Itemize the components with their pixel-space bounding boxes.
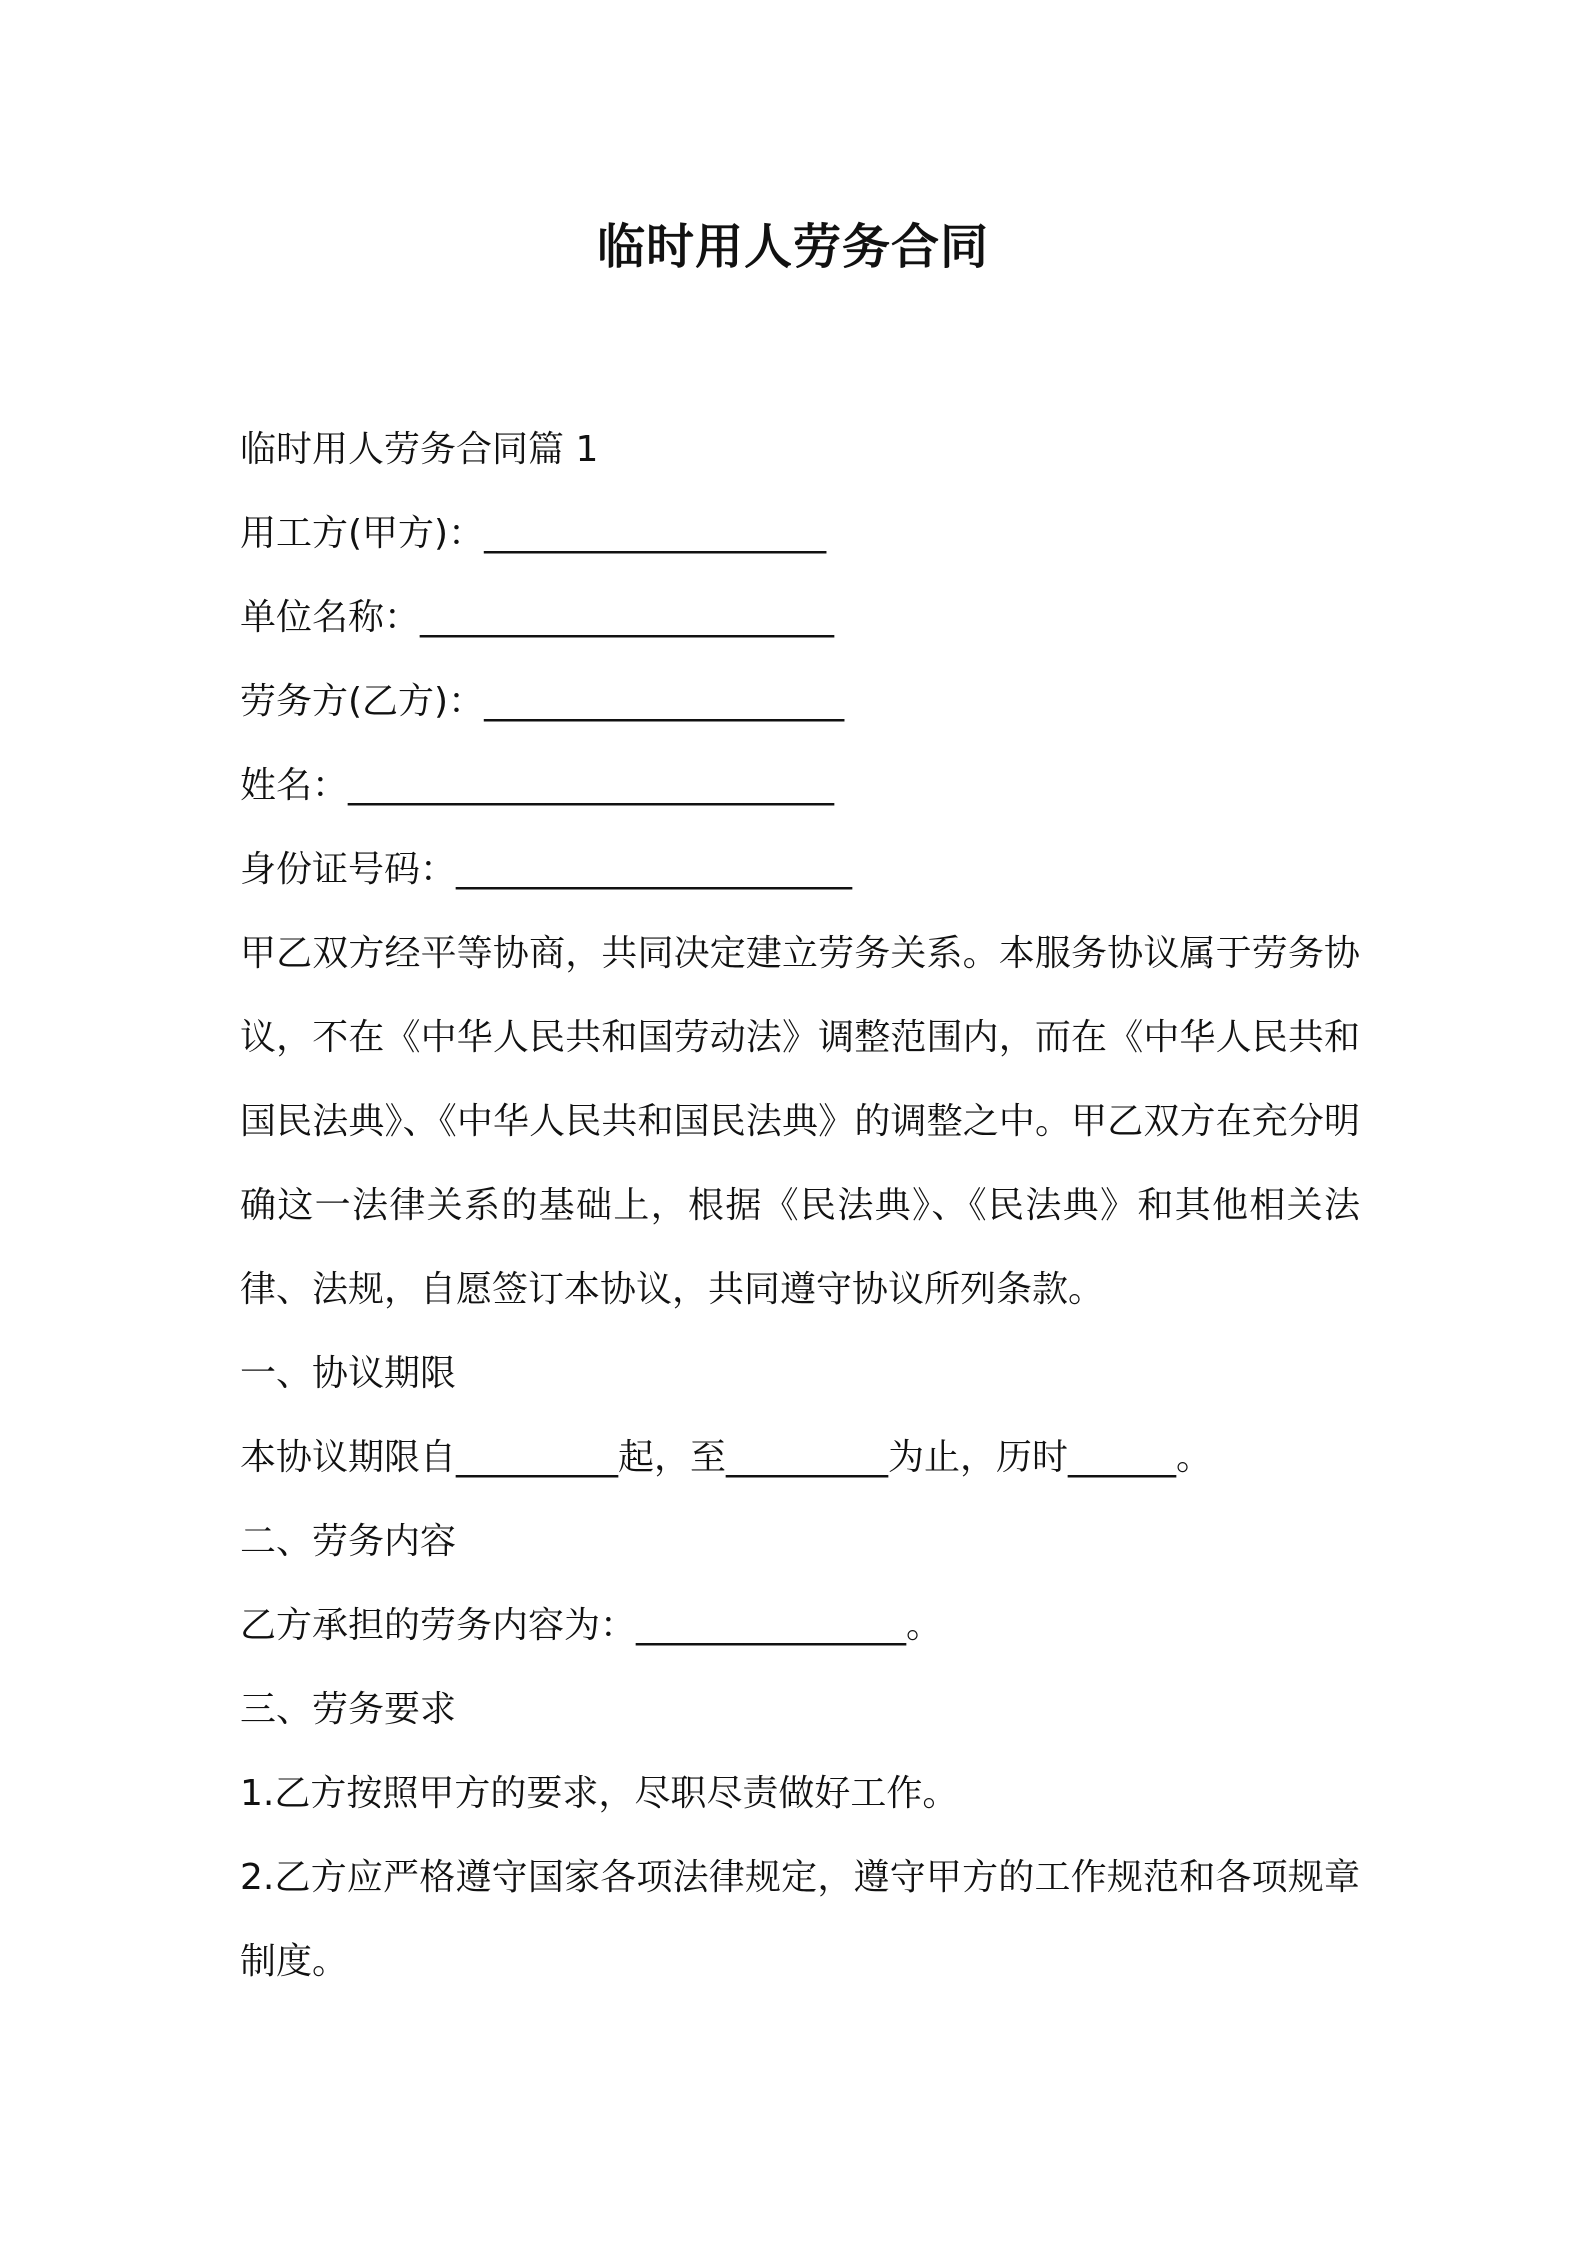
employer-field: 用工方(甲方)：___________________ (240, 513, 827, 554)
requirement-item: 1.乙方按照甲方的要求，尽职尽责做好工作。 (240, 1773, 959, 1814)
name-field: 姓名：___________________________ (240, 765, 835, 806)
intro-paragraph: 甲乙双方经平等协商，共同决定建立劳务关系。本服务协议属于劳务协议，不在《中华人民共和国劳动法》调整范围内，而在《中华人民共和国民法典》、《中华人民共和国民法典》的调整之中。甲乙双方在充分明确这一法律关系的基础上，根据《民法典》、《民法典》和其他相关法律、法规，自愿签订本协议，共同遵守协议所列条款。 (240, 933, 1360, 1310)
document-title: 临时用人劳务合同 (596, 219, 989, 275)
section-heading-requirements: 三、劳务要求 (240, 1689, 457, 1730)
section-heading-term: 一、协议期限 (240, 1353, 457, 1394)
id-number-field: 身份证号码：______________________ (240, 849, 853, 890)
content-clause: 乙方承担的劳务内容为：_______________。 (240, 1605, 943, 1646)
term-clause: 本协议期限自_________起，至_________为止，历时______。 (240, 1437, 1213, 1478)
worker-field: 劳务方(乙方)：____________________ (240, 681, 845, 722)
section-heading-content: 二、劳务内容 (240, 1521, 457, 1562)
organization-name-field: 单位名称：_______________________ (240, 597, 835, 638)
requirement-item: 2.乙方应严格遵守国家各项法律规定，遵守甲方的工作规范和各项规章制度。 (240, 1857, 1360, 1982)
document-body (240, 408, 1360, 2004)
contract-part-heading: 临时用人劳务合同篇 1 (240, 429, 599, 470)
